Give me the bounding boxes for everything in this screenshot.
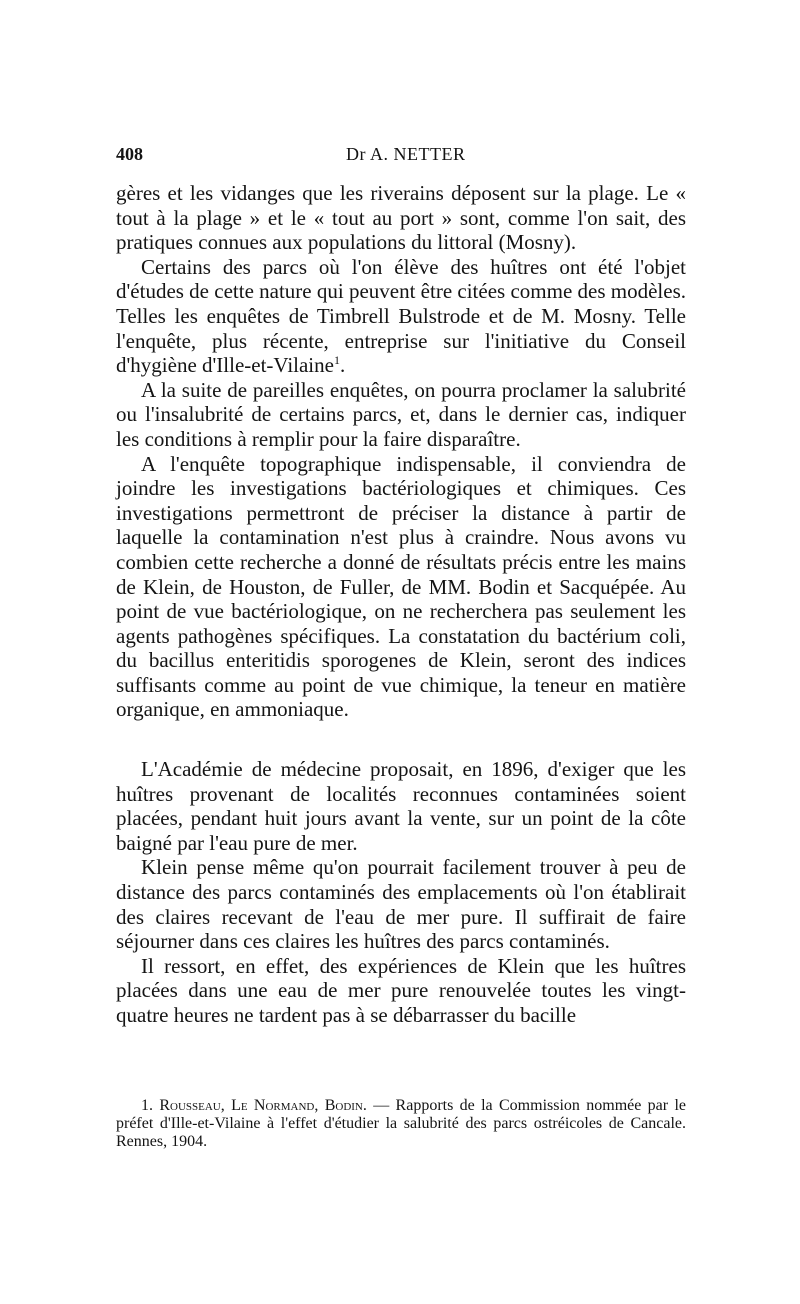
footnote-authors: Rousseau, Le Normand, Bodin. [159,1097,367,1114]
running-head [116,144,686,168]
footnote [116,1097,686,1151]
paragraph-3: A la suite de pareilles enquêtes, on pourra proclamer la salubrité ou l'insalubrité de certains parcs, et, dans le dernier cas, indiquer les conditions à remplir pour la faire disparaître. [116,377,686,451]
section-gap [116,722,686,757]
footnote-number: 1. [141,1097,153,1114]
footnote-reference: 1 [333,353,340,368]
paragraph-5: L'Académie de médecine proposait, en 1896, d'exiger que les huîtres provenant de localités reconnues contaminées soient placées, pendant huit jours avant la vente, sur un point de la côte baigné par l'eau pure de mer. [116,757,686,855]
page-number: 408 [116,144,143,164]
paragraph-7: Il ressort, en effet, des expériences de Klein que les huîtres placées dans une eau de mer pure renouvelée toutes les vingt-quatre heures ne tardent pas à se débarrasser du bacille [116,953,686,1027]
paragraph-1: gères et les vidanges que les riverains déposent sur la plage. Le « tout à la plage » et le « tout au port » sont, comme l'on sait, des pratiques connues aux populations du littoral (Mosny). [116,181,686,255]
paragraph-4: A l'enquête topographique indispensable, il conviendra de joindre les investigations bactériologiques et chimiques. Ces investigations permettront de préciser la distance à partir de laquelle la contamination n'est plus à craindre. Nous avons vu combien cette recherche a donné de résultats précis entre les mains de Klein, de Houston, de Fuller, de MM. Bodin et Sacquépée. Au point de vue bactériologique, on ne recherchera pas seulement les agents pathogènes spécifiques. La constatation du bactérium coli, du bacillus enteritidis sporogenes de Klein, seront des indices suffisants comme au point de vue chimique, la teneur en matière organique, en ammoniaque. [116,451,686,722]
paragraph-2-text: Certains des parcs où l'on élève des huîtres ont été l'objet d'études de cette nature qui peuvent être citées comme des modèles. Telles les enquêtes de Timbrell Bulstrode et de M. Mosny. Telle l'enquête, plus récente, entreprise sur l'initiative du Conseil d'hygiène d'Ille-et-Vilaine [116,254,686,378]
paragraph-2 [116,255,686,378]
paragraph-6: Klein pense même qu'on pourrait facilement trouver à peu de distance des parcs contaminés des emplacements où l'on établirait des claires recevant de l'eau de mer pure. Il suffirait de faire séjourner dans ces claires les huîtres des parcs contaminés. [116,855,686,954]
body-text [116,181,686,1028]
sentence-end: . [339,353,346,378]
footnote-text: — Rapports de la Commission nommée par le préfet d'Ille-et-Vilaine à l'effet d'étudier la salubrité des parcs ostréicoles de Cancale. Rennes, 1904. [116,1097,686,1150]
header-title: Dr A. NETTER [346,144,466,164]
